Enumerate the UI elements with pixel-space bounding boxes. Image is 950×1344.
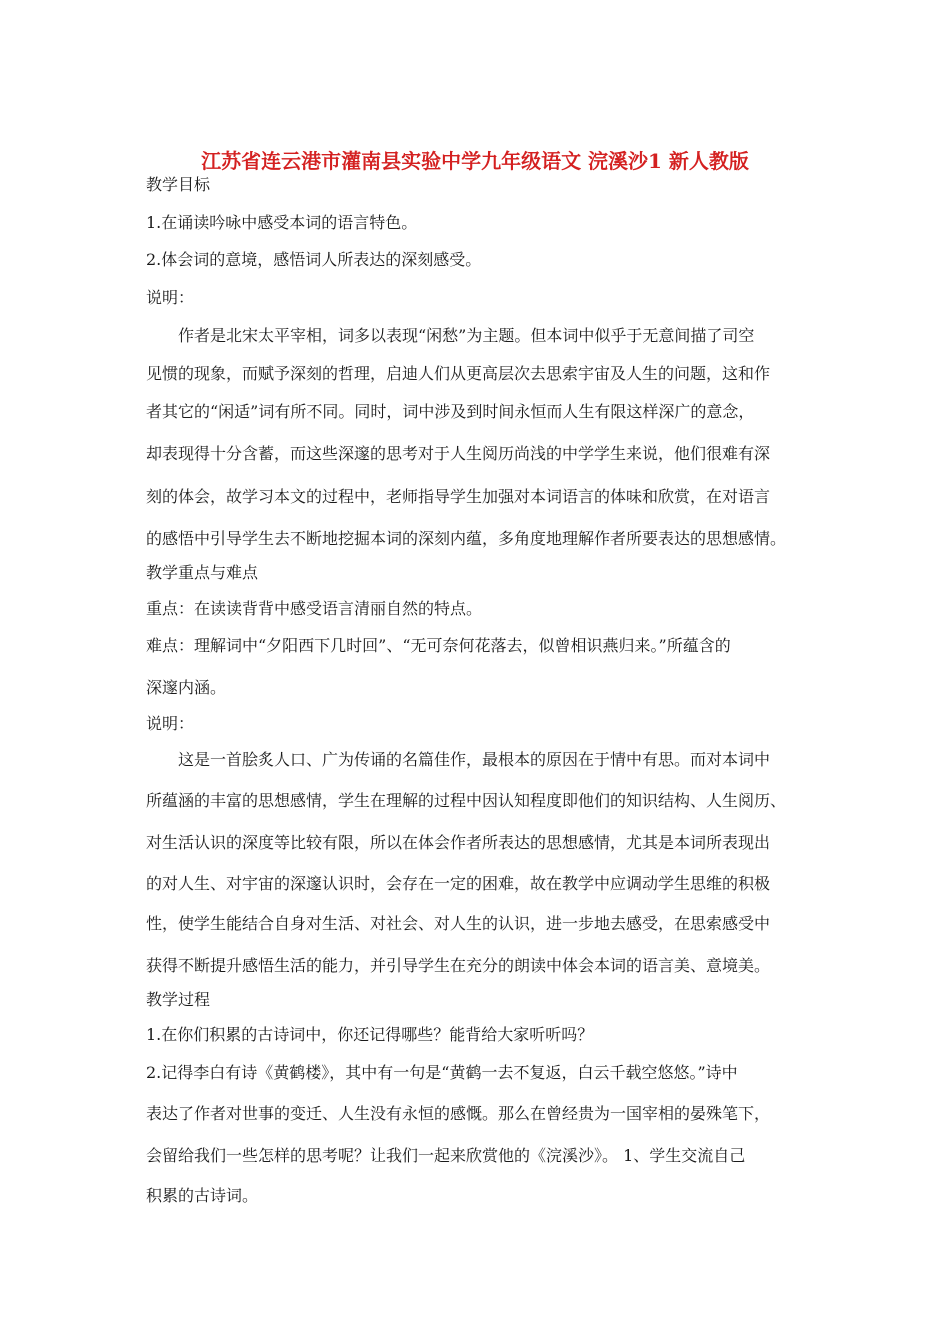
paragraph-line: 的感悟中引导学生去不断地挖掘本词的深刻内蕴，多角度地理解作者所要表达的思想感情。 [146,529,787,548]
process-step-line: 表达了作者对世事的变迁、人生没有永恒的感慨。那么在曾经贵为一国宰相的晏殊笔下， [146,1104,771,1123]
goal-item-1: 1.在诵读吟咏中感受本词的语言特色。 [146,213,418,232]
process-step-line: 2.记得李白有诗《黄鹤楼》，其中有一句是“黄鹤一去不复返，白云千载空悠悠。”诗中 [146,1063,738,1082]
paragraph-line: 获得不断提升感悟生活的能力，并引导学生在充分的朗读中体会本词的语言美、意境美。 [146,956,771,975]
key-points-heading: 教学重点与难点 [146,563,259,582]
key-point: 重点：在读读背背中感受语言清丽自然的特点。 [146,599,483,618]
note-label: 说明： [146,714,195,733]
process-step-line: 会留给我们一些怎样的思考呢？让我们一起来欣赏他的《浣溪沙》。 1、学生交流自己 [146,1146,746,1165]
paragraph-line: 见惯的现象，而赋予深刻的哲理，启迪人们从更高层次去思索宇宙及人生的问题，这和作 [146,364,771,383]
paragraph-line: 作者是北宋太平宰相，词多以表现“闲愁”为主题。但本词中似乎于无意间描了司空 [178,326,755,345]
paragraph-line: 刻的体会，故学习本文的过程中，老师指导学生加强对本词语言的体味和欣赏，在对语言 [146,487,771,506]
paragraph-line: 这是一首脍炙人口、广为传诵的名篇佳作，最根本的原因在于情中有思。而对本词中 [178,750,771,769]
paragraph-line: 对生活认识的深度等比较有限，所以在体会作者所表达的思想感情，尤其是本词所表现出 [146,833,771,852]
difficulty-line: 难点：理解词中“夕阳西下几时回”、“无可奈何花落去，似曾相识燕归来。”所蕴含的 [146,636,731,655]
paragraph-line: 者其它的“闲适”词有所不同。同时，词中涉及到时间永恒而人生有限这样深广的意念， [146,402,755,421]
paragraph-line: 所蕴涵的丰富的思想感情，学生在理解的过程中因认知程度即他们的知识结构、人生阅历、 [146,791,787,810]
process-heading: 教学过程 [146,990,211,1009]
goals-heading: 教学目标 [146,175,211,194]
process-step-line: 积累的古诗词。 [146,1186,259,1205]
paragraph-line: 的对人生、对宇宙的深邃认识时，会存在一定的困难，故在教学中应调动学生思维的积极 [146,874,771,893]
process-step-1: 1.在你们积累的古诗词中，你还记得哪些？能背给大家听听吗？ [146,1025,594,1044]
difficulty-line: 深邃内涵。 [146,678,227,697]
paragraph-line: 性，使学生能结合自身对生活、对社会、对人生的认识，进一步地去感受，在思索感受中 [146,914,771,933]
note-label: 说明： [146,288,195,307]
document-title: 江苏省连云港市灌南县实验中学九年级语文 浣溪沙1 新人教版 [201,149,749,173]
goal-item-2: 2.体会词的意境，感悟词人所表达的深刻感受。 [146,250,482,269]
paragraph-line: 却表现得十分含蓄，而这些深邃的思考对于人生阅历尚浅的中学学生来说，他们很难有深 [146,444,771,463]
